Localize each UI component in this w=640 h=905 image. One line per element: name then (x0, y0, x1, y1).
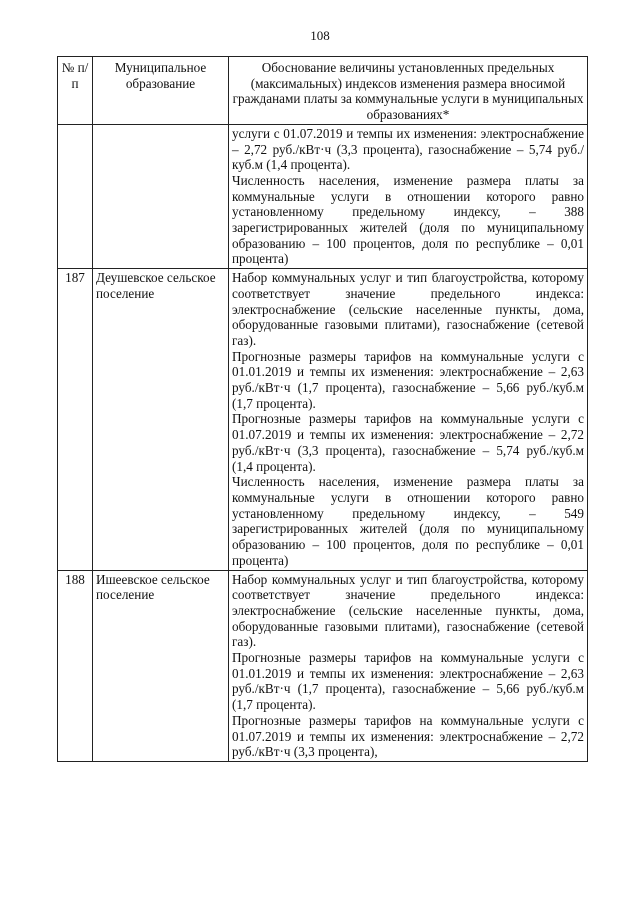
justification-paragraph: Численность населения, изменение размера платы за коммунальные услуги в отношении которого равно установленному предельному индексу, – 388 зарегистрированных жителей (доля по муниципальному образованию – 100 процентов, доля по республике – 0,01 процента) (232, 172, 584, 267)
justification-paragraph: услуги с 01.07.2019 и темпы их изменения: электроснабжение – 2,72 руб./кВт·ч (3,3 процента), газоснабжение – 5,74 руб./куб.м (1,4 процента). (232, 125, 584, 173)
table-row (58, 124, 588, 268)
justification-paragraph: Прогнозные размеры тарифов на коммунальные услуги с 01.07.2019 и темпы их изменения: электроснабжение – 2,72 руб./кВт·ч (3,3 процента), газоснабжение – 5,74 руб./куб.м (1,4 процента). (232, 411, 584, 474)
page-number: 108 (310, 28, 330, 43)
justification-paragraph: Прогнозные размеры тарифов на коммунальные услуги с 01.01.2019 и темпы их изменения: электроснабжение – 2,63 руб./кВт·ч (1,7 процента), газоснабжение – 5,66 руб./куб.м (1,7 процента). (232, 650, 584, 713)
justification-paragraph: Набор коммунальных услуг и тип благоустройства, которому соответствует значение предельного индекса: электроснабжение (сельские населенные пункты, дома, оборудованные газовыми плитами), газоснабжение (сетевой газ). (232, 571, 584, 650)
row-municipality: Деушевское сельское поселение (93, 269, 229, 570)
justification-paragraph: Прогнозные размеры тарифов на коммунальные услуги с 01.07.2019 и темпы их изменения: электроснабжение – 2,72 руб./кВт·ч (3,3 процента), (232, 712, 584, 760)
header-justification: Обоснование величины установленных предельных (максимальных) индексов изменения размера вносимой гражданами платы за коммунальные услуги в муниципальных образованиях* (229, 57, 588, 125)
row-municipality (93, 124, 229, 268)
table-header-row (58, 57, 588, 125)
justification-paragraph: Прогнозные размеры тарифов на коммунальные услуги с 01.01.2019 и темпы их изменения: электроснабжение – 2,63 руб./кВт·ч (1,7 процента), газоснабжение – 5,66 руб./куб.м (1,7 процента). (232, 348, 584, 411)
table-row (58, 570, 588, 761)
tariff-table (57, 56, 588, 762)
row-number: 187 (58, 269, 93, 570)
row-municipality: Ишеевское сельское поселение (93, 570, 229, 761)
row-justification (229, 570, 588, 761)
row-number: 188 (58, 570, 93, 761)
row-justification (229, 124, 588, 268)
table-row (58, 269, 588, 570)
header-num: № п/п (58, 57, 93, 125)
justification-paragraph: Численность населения, изменение размера платы за коммунальные услуги в отношении которого равно установленному предельному индексу, – 549 зарегистрированных жителей (доля по муниципальному образованию – 100 процентов, доля по республике – 0,01 процента) (232, 474, 584, 568)
header-municipality: Муниципальное образование (93, 57, 229, 125)
row-justification (229, 269, 588, 570)
row-number (58, 124, 93, 268)
justification-paragraph: Набор коммунальных услуг и тип благоустройства, которому соответствует значение предельного индекса: электроснабжение (сельские населенные пункты, дома, оборудованные газовыми плитами), газоснабжение (сетевой газ). (232, 270, 584, 348)
table-body (58, 124, 588, 761)
